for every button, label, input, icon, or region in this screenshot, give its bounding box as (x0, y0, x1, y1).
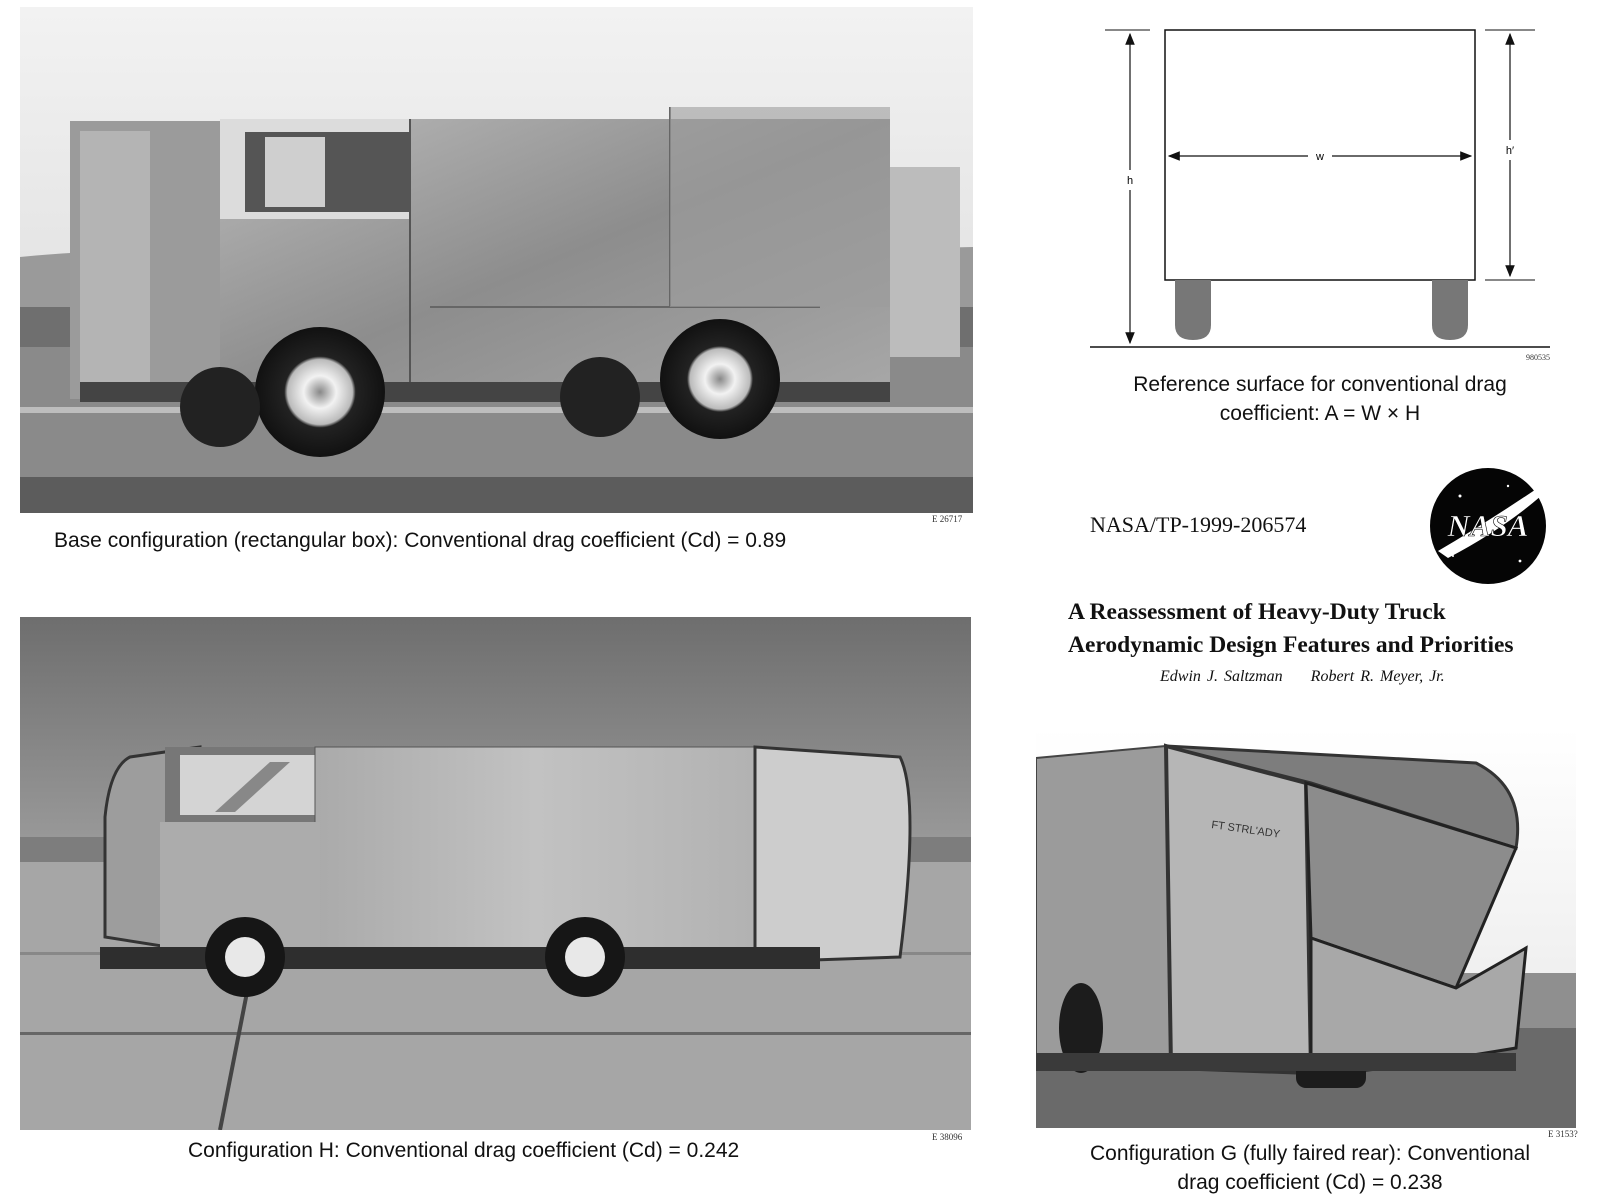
report-number: NASA/TP-1999-206574 (1090, 512, 1307, 537)
reference-caption-line2: coefficient: A = W × H (1219, 402, 1421, 425)
configuration-g-caption (1030, 1139, 1590, 1197)
configuration-g-caption-line1: Configuration G (fully faired rear): Conventional (1089, 1142, 1531, 1165)
label-w: w (1316, 151, 1324, 163)
diagram-code: 980535 (1526, 353, 1550, 360)
label-h-prime: h′ (1505, 145, 1515, 157)
reference-surface-caption (1100, 370, 1540, 428)
label-h: h (1126, 175, 1134, 187)
configuration-g-photo (1036, 728, 1576, 1128)
base-photo-code: E 26717 (932, 514, 963, 524)
report-title-line2: Aerodynamic Design Features and Priorities (1068, 632, 1514, 658)
configuration-h-caption: Configuration H: Conventional drag coefficient (Cd) = 0.242 (188, 1139, 740, 1162)
report-title (1068, 596, 1598, 662)
author-saltzman: Edwin J. Saltzman (1160, 668, 1283, 685)
nasa-logo (1408, 456, 1578, 584)
base-configuration-photo (20, 7, 973, 513)
configuration-h-photo-code: E 38096 (932, 1132, 963, 1142)
author-meyer: Robert R. Meyer, Jr. (1310, 668, 1445, 685)
reference-surface-diagram (1080, 20, 1560, 360)
configuration-g-van-text: FT STRL'ADY (1210, 819, 1281, 841)
configuration-h-photo (20, 617, 971, 1130)
report-title-line1: A Reassessment of Heavy-Duty Truck (1068, 599, 1446, 625)
right-leg (1432, 280, 1468, 340)
base-configuration-caption: Base configuration (rectangular box): Conventional drag coefficient (Cd) = 0.89 (54, 529, 787, 552)
configuration-h-van-shape (100, 747, 910, 997)
left-leg (1175, 280, 1211, 340)
reference-caption-line1: Reference surface for conventional drag (1133, 373, 1507, 396)
configuration-g-van-shape (1036, 746, 1526, 1088)
report-authors (1160, 668, 1467, 686)
configuration-g-photo-code: E 3153? (1548, 1129, 1578, 1139)
configuration-g-caption-line2: drag coefficient (Cd) = 0.238 (1177, 1171, 1443, 1194)
nasa-logo-text: NASA (1447, 508, 1529, 543)
